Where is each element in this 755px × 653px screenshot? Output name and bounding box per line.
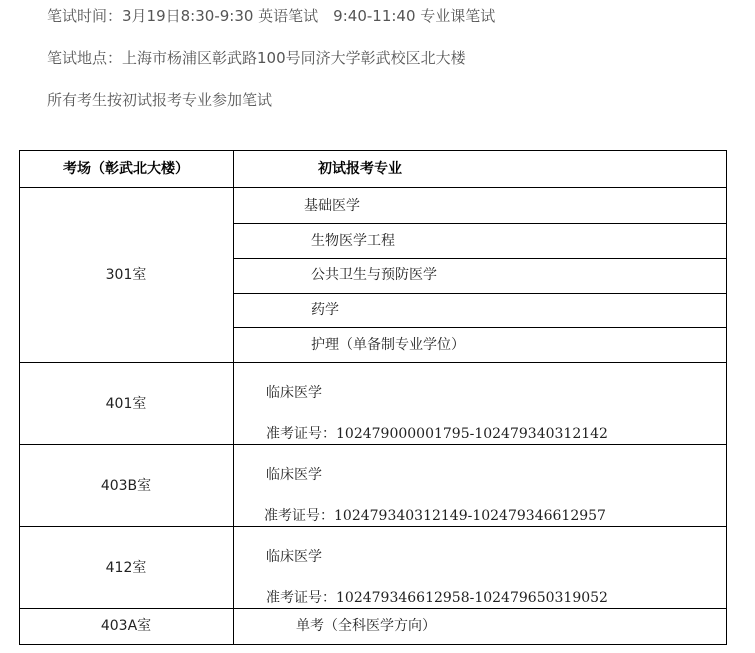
table-border-bottom — [19, 644, 727, 645]
ticket-number: 102479340312149-102479346612957 — [334, 508, 606, 524]
major-cell: 临床医学 — [266, 385, 322, 401]
row-divider — [19, 362, 727, 363]
major-cell: 护理（单备制专业学位） — [311, 337, 465, 353]
ticket-label: 准考证号： — [264, 508, 334, 524]
header-divider — [19, 187, 727, 188]
ticket-number: 102479346612958-102479650319052 — [336, 590, 608, 606]
ticket-number: 102479000001795-102479340312142 — [336, 426, 608, 442]
exam-note-text: 所有考生按初试报考专业参加笔试 — [47, 91, 273, 109]
ticket-range — [264, 507, 606, 525]
column-divider — [233, 150, 234, 645]
ticket-range — [266, 589, 608, 607]
major-cell: 单考（全科医学方向） — [296, 618, 436, 634]
room-412: 412室 — [105, 560, 147, 576]
ticket-label: 准考证号： — [266, 426, 336, 442]
table-border-left — [19, 150, 20, 645]
room-401: 401室 — [105, 396, 147, 412]
major-cell: 基础医学 — [304, 198, 360, 214]
row-divider — [233, 293, 727, 294]
major-cell: 临床医学 — [266, 549, 322, 565]
table-border-top — [19, 150, 727, 151]
room-403a: 403A室 — [100, 618, 152, 634]
exam-time-text: 笔试时间：3月19日8:30-9:30 英语笔试 9:40-11:40 专业课笔试 — [47, 7, 496, 25]
major-cell: 生物医学工程 — [311, 233, 395, 249]
row-divider — [19, 526, 727, 527]
ticket-label: 准考证号： — [266, 590, 336, 606]
room-301: 301室 — [105, 267, 147, 283]
row-divider — [233, 327, 727, 328]
row-divider — [233, 258, 727, 259]
row-divider — [19, 608, 727, 609]
row-divider — [233, 223, 727, 224]
header-room: 考场（彰武北大楼） — [63, 161, 189, 177]
ticket-range — [266, 425, 608, 443]
major-cell: 临床医学 — [266, 467, 322, 483]
room-403b: 403B室 — [100, 478, 152, 494]
header-major: 初试报考专业 — [318, 161, 402, 177]
exam-location-text: 笔试地点：上海市杨浦区彰武路100号同济大学彰武校区北大楼 — [47, 49, 466, 67]
major-cell: 药学 — [311, 302, 339, 318]
major-cell: 公共卫生与预防医学 — [311, 267, 437, 283]
row-divider — [19, 444, 727, 445]
table-border-right — [726, 150, 727, 645]
